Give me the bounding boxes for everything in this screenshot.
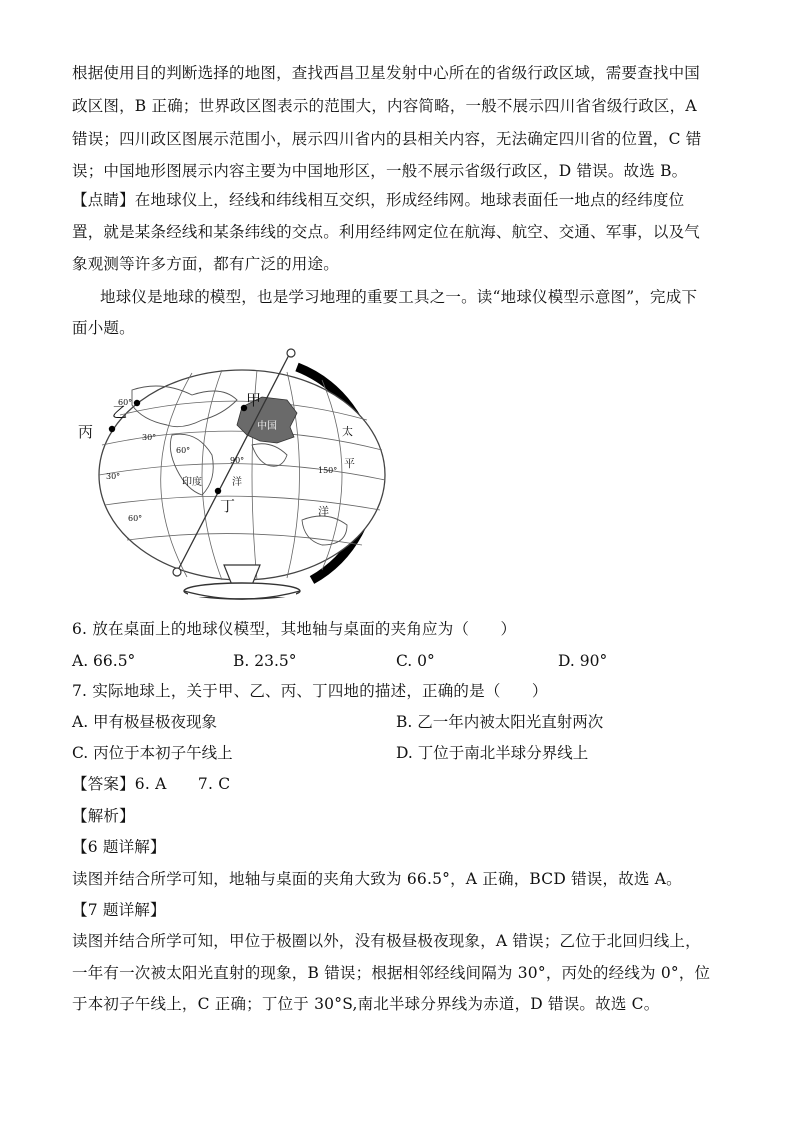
label-jia: 甲 [246,391,262,409]
china-label: 中国 [257,421,277,432]
intro-line: 面小题。 [72,319,135,337]
label-ping: 平 [344,457,355,470]
q7-detail-line: 一年有一次被太阳光直射的现象，B 错误；根据相邻经线间隔为 30°，丙处的经线为 0°，位 [72,964,711,982]
q7-detail-line: 读图并结合所学可知，甲位于极圈以外，没有极昼极夜现象，A 错误；乙位于北回归线上， [72,932,701,950]
tip-line: 【点睛】在地球仪上，经线和纬线相互交织，形成经纬网。地球表面任一地点的经纬度位 [72,191,685,209]
question-6-stem: 6. 放在桌面上的地球仪模型，其地轴与桌面的夹角应为（ ） [72,620,517,638]
axis-top-cap [287,349,295,357]
tip-line: 象观测等许多方面，都有广泛的用途。 [72,255,339,273]
intro-line: 地球仪是地球的模型，也是学习地理的重要工具之一。读“地球仪模型示意图”，完成下 [100,288,698,306]
label-tai: 太 [342,425,353,438]
q6-option-c: C. 0° [396,652,435,670]
q7-option-d: D. 丁位于南北半球分界线上 [396,744,589,762]
paragraph-line: 根据使用目的判断选择的地图，查找西昌卫星发射中心所在的省级行政区域，需要查找中国 [72,64,701,82]
q7-detail-title: 【7 题详解】 [72,901,166,919]
q7-detail-line: 于本初子午线上，C 正确；丁位于 30°S,南北半球分界线为赤道，D 错误。故选 C。 [72,995,660,1013]
tip-line: 置，就是某条经线和某条纬线的交点。利用经纬网定位在航海、航空、交通、军事，以及气 [72,223,701,241]
analysis-title: 【解析】 [72,807,135,825]
label-ding: 丁 [220,497,236,515]
paragraph-line: 误；中国地形图展示内容主要为中国地形区，一般不展示省级行政区，D 错误。故选 B。 [72,162,688,180]
q6-detail-title: 【6 题详解】 [72,838,166,856]
paragraph-line: 错误；四川政区图展示范围小，展示四川省内的县相关内容，无法确定四川省的位置，C 错 [72,130,702,148]
q6-option-d: D. 90° [558,652,608,670]
point-bing-marker [109,426,115,432]
q6-option-b: B. 23.5° [233,652,297,670]
q6-detail-text: 读图并结合所学可知，地轴与桌面的夹角大致为 66.5°，A 正确，BCD 错误，故选 A。 [72,870,682,888]
label-lon-90: 90° [230,456,245,465]
label-lat-30n: 30° [142,433,157,442]
q7-option-c: C. 丙位于本初子午线上 [72,744,233,762]
point-yi-marker [134,400,140,406]
point-ding-marker [215,488,221,494]
label-lat-30s: 30° [106,472,121,481]
label-bing: 丙 [78,423,94,441]
globe-stand-neck [224,565,260,585]
label-lat-60n: 60° [118,398,133,407]
label-yindu: 印度 [182,477,202,488]
answer-line: 【答案】6. A 7. C [72,775,231,793]
label-yi: 乙 [112,403,128,421]
label-yang: 洋 [318,505,329,518]
globe-figure [72,345,402,607]
paragraph-line: 政区图，B 正确；世界政区图表示的范围大，内容简略，一般不展示四川省省级行政区，A [72,97,697,115]
q7-option-a: A. 甲有极昼极夜现象 [72,713,218,731]
label-lon-60: 60° [176,446,191,455]
q6-option-a: A. 66.5° [72,652,136,670]
question-7-stem: 7. 实际地球上，关于甲、乙、丙、丁四地的描述，正确的是（ ） [72,682,548,700]
axis-bottom-cap [173,568,181,576]
label-yang2: 洋 [232,477,242,488]
label-lat-60s: 60° [128,514,143,523]
label-lon-150: 150° [318,466,338,475]
q7-option-b: B. 乙一年内被太阳光直射两次 [396,713,604,731]
